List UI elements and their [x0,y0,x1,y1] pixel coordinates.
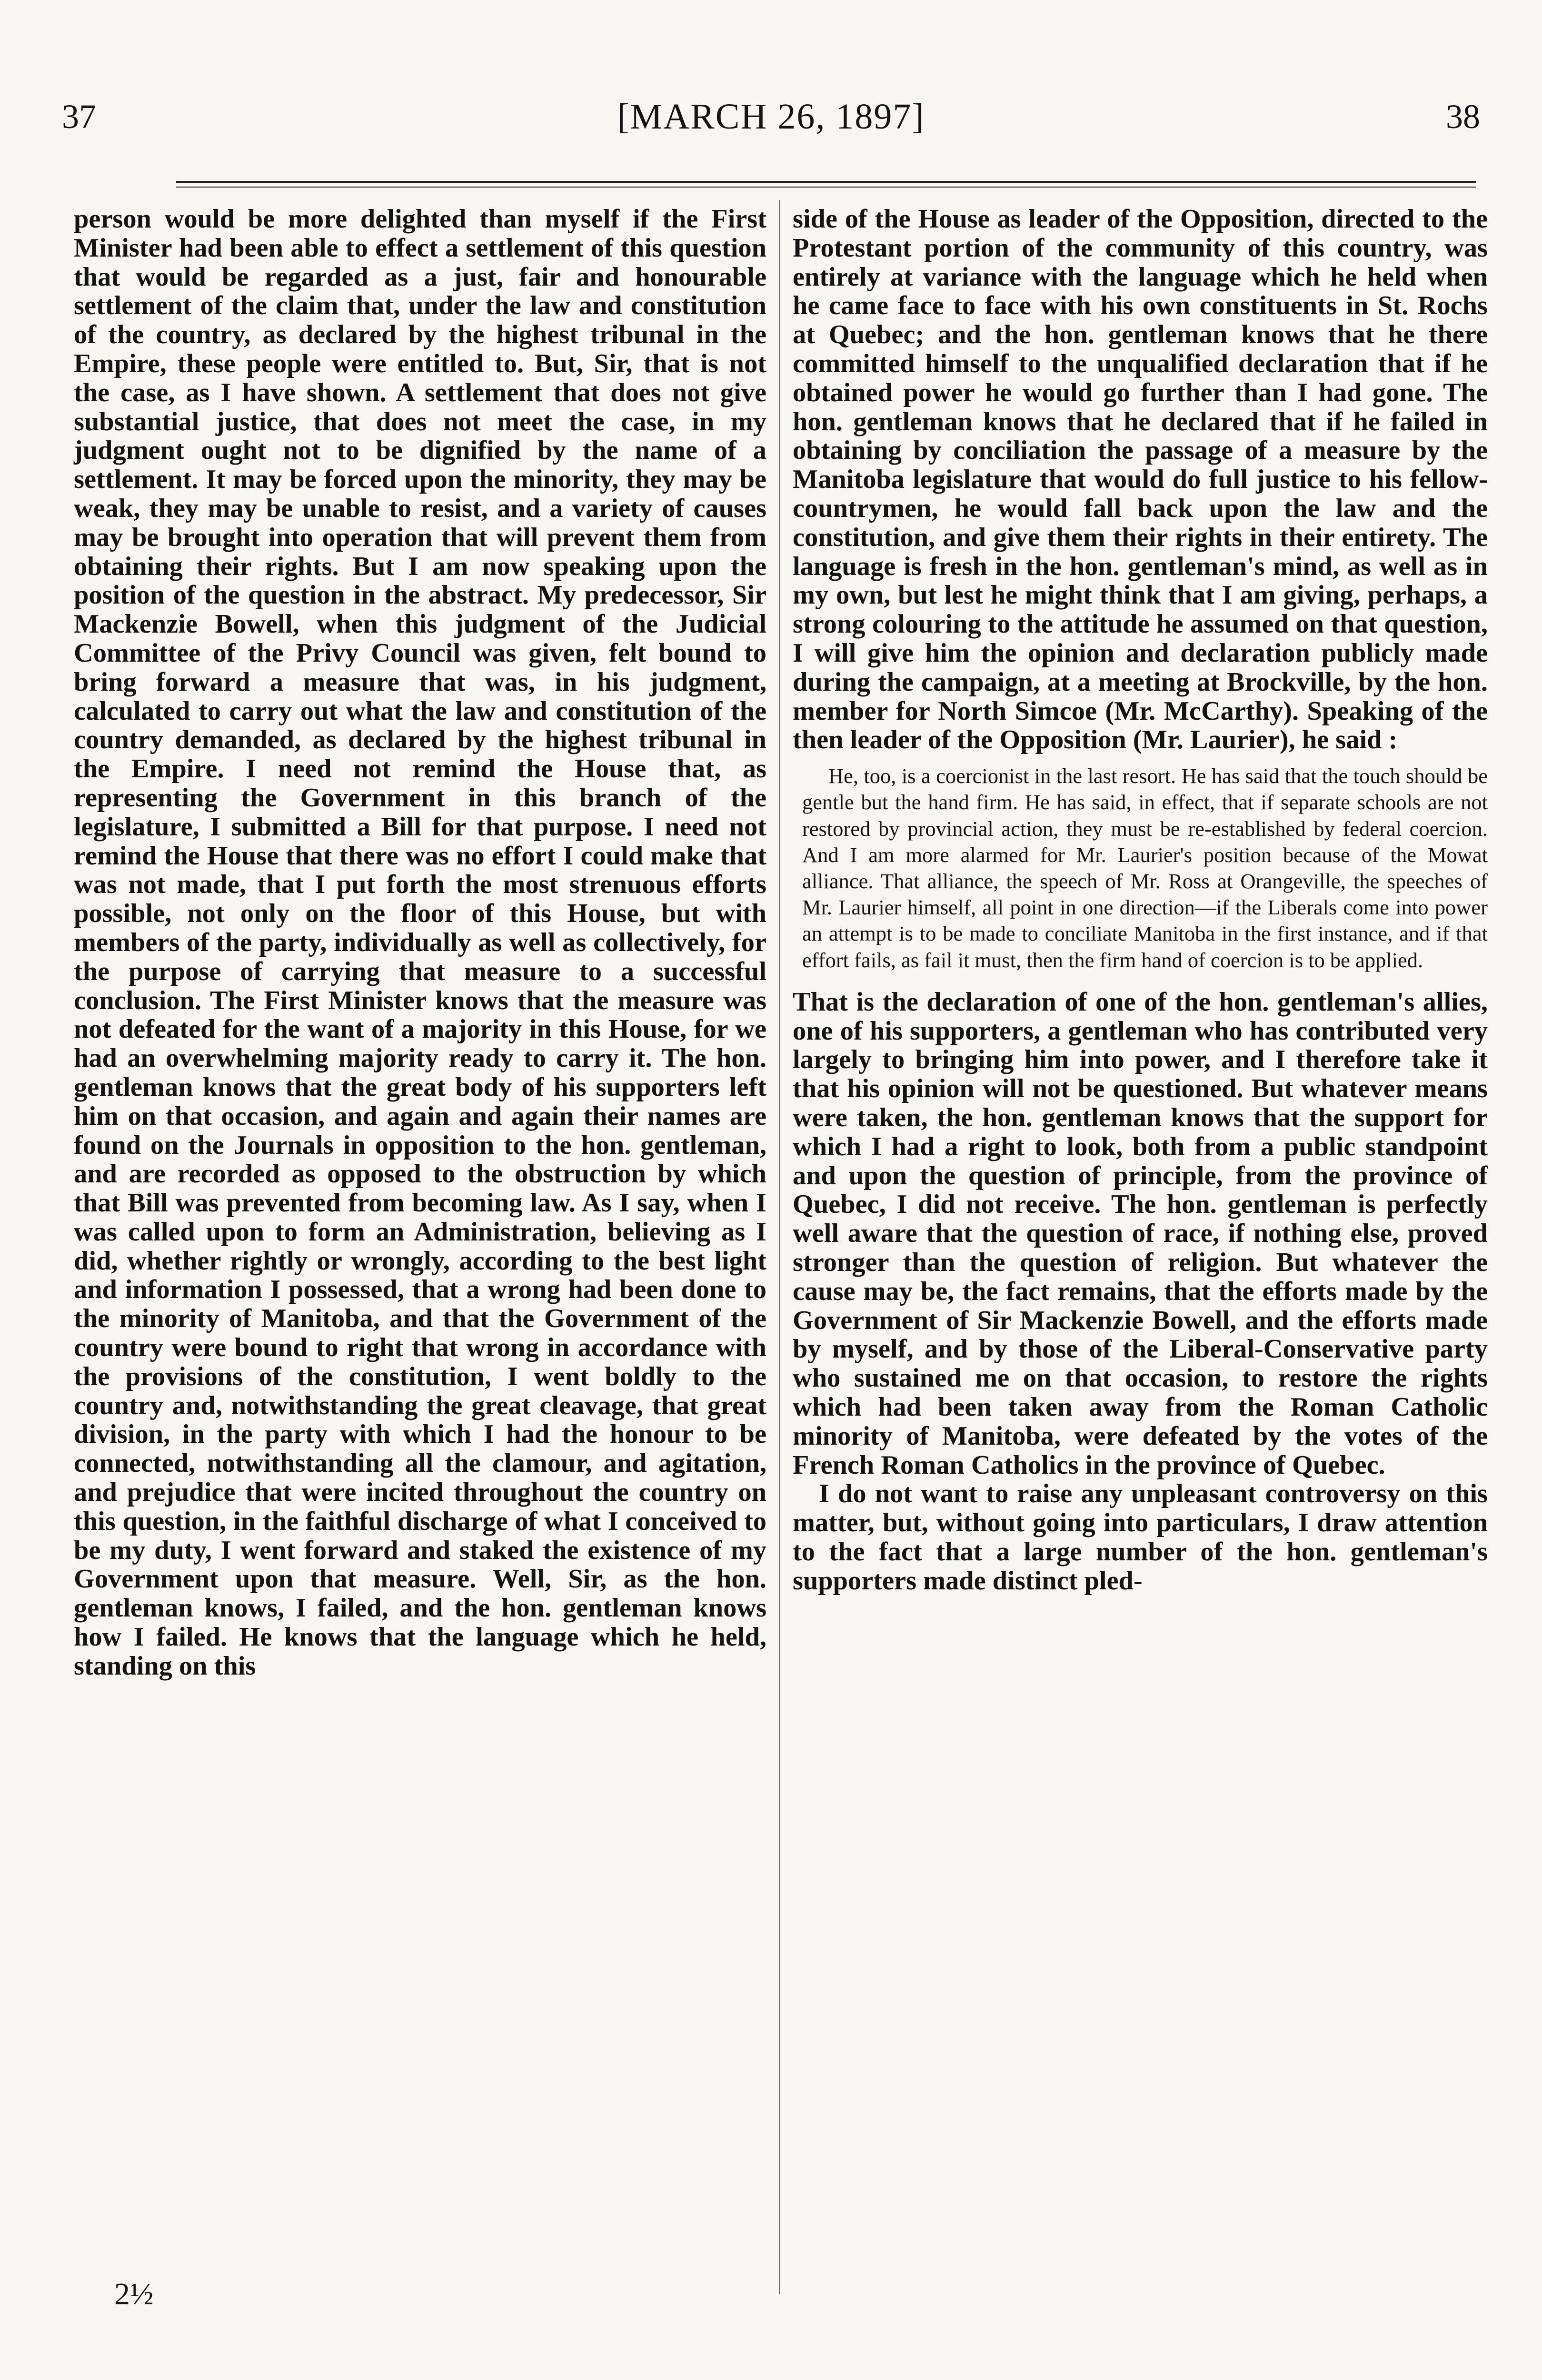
left-column [74,205,766,1681]
right-paragraph-2: That is the declaration of one of the hon. gentleman's allies, one of his supporters, a gentleman who has contributed very largely to bringing him into power, and I therefore take it that his opinion will not be questioned. But whatever means were taken, the hon. gentleman knows that the support for which I had a right to look, both from a public standpoint and upon the question of principle, from the province of Quebec, I did not receive. The hon. gentleman is perfectly well aware that the question of race, if nothing else, proved stronger than the question of religion. But whatever the cause may be, the fact remains, that the efforts made by the Government of Sir Mackenzie Bowell, and the efforts made by myself, and by those of the Liberal-Conservative party who sustained me on that occasion, to restore the rights which had been taken away from the Roman Catholic minority of Manitoba, were defeated by the votes of the French Roman Catholics in the province of Quebec. [793,987,1488,1480]
signature-mark: 2½ [114,2277,154,2311]
left-column-text: person would be more delighted than myself if the First Minister had been able to effect a settlement of this question that would be regarded as a just, fair and honourable settlement of the claim that, under the law and constitution of the country, as declared by the highest tribunal in the Empire, these people were entitled to. But, Sir, that is not the case, as I have shown. A settlement that does not give substantial justice, that does not meet the case, in my judgment ought not to be dignified by the name of a settlement. It may be forced upon the minority, they may be weak, they may be unable to resist, and a variety of causes may be brought into operation that will prevent them from obtaining their rights. But I am now speaking upon the position of the question in the abstract. My predecessor, Sir Mackenzie Bowell, when this judgment of the Judicial Committee of the Privy Council was given, felt bound to bring forward a measure that was, in his judgment, calculated to carry out what the law and constitution of the country demanded, as declared by the highest tribunal in the Empire. I need not remind the House that, as representing the Government in this branch of the legislature, I submitted a Bill for that purpose. I need not remind the House that there was no effort I could make that was not made, that I put forth the most strenuous efforts possible, not only on the floor of this House, but with members of the party, individually as well as collectively, for the purpose of carrying that measure to a successful conclusion. The First Minister knows that the measure was not defeated for the want of a majority in this House, for we had an overwhelming majority ready to carry it. The hon. gentleman knows that the great body of his supporters left him on that occasion, and again and again their names are found on the Journals in opposition to the hon. gentleman, and are recorded as opposed to the obstruction by which that Bill was prevented from becoming law. As I say, when I was called upon to form an Administration, believing as I did, whether rightly or wrongly, according to the best light and information I possessed, that a wrong had been done to the minority of Manitoba, and that the Government of the country were bound to right that wrong in accordance with the provisions of the constitution, I went boldly to the country and, notwithstanding the great cleavage, that great division, in the party with which I had the honour to be connected, notwithstanding all the clamour, and agitation, and prejudice that were incited throughout the country on this question, in the faithful discharge of what I conceived to be my duty, I went forward and staked the existence of my Government upon that measure. Well, Sir, as the hon. gentleman knows, I failed, and the hon. gentleman knows how I failed. He knows that the language which he held, standing on this [74,204,766,1681]
page-number-left: 37 [62,98,96,136]
right-column [793,205,1488,1596]
right-paragraph-3: I do not want to raise any unpleasant controversy on this matter, but, without going into particulars, I draw attention to the fact that a large number of the hon. gentleman's supporters made distinct pled- [793,1479,1488,1596]
column-divider [779,200,780,2294]
block-quote: He, too, is a coercionist in the last resort. He has said that the touch should be gentle but the hand firm. He has said, in effect, that if separate schools are not restored by provincial action, they must be re-established by federal coercion. And I am more alarmed for Mr. Laurier's position because of the Mowat alliance. That alliance, the speech of Mr. Ross at Orangeville, the speeches of Mr. Laurier himself, all point in one direction—if the Liberals come into power an attempt is to be made to conciliate Manitoba in the first instance, and if that effort fails, as fail it must, then the firm hand of coercion is to be applied. [802,764,1488,972]
header-rule-thick [176,181,1476,183]
page-number-right: 38 [1446,98,1480,136]
sitting-date: [MARCH 26, 1897] [617,97,925,137]
right-paragraph-1: side of the House as leader of the Opposition, directed to the Protestant portion of the community of this country, was entirely at variance with the language which he held when he came face to face with his own constituents in St. Rochs at Quebec; and the hon. gentleman knows that he there committed himself to the unqualified declaration that if he obtained power he would go further than I had gone. The hon. gentleman knows that he declared that if he failed in obtaining by conciliation the passage of a measure by the Manitoba legislature that would do full justice to his fellow-countrymen, he would fall back upon the law and the constitution, and give them their rights in their entirety. The language is fresh in the hon. gentleman's mind, as well as in my own, but lest he might think that I am giving, perhaps, a strong colouring to the attitude he assumed on that question, I will give him the opinion and declaration publicly made during the campaign, at a meeting at Brockville, by the hon. member for North Simcoe (Mr. McCarthy). Speaking of the then leader of the Opposition (Mr. Laurier), he said : [793,204,1488,755]
page-header [62,95,1480,138]
header-rule-thin [176,187,1476,188]
